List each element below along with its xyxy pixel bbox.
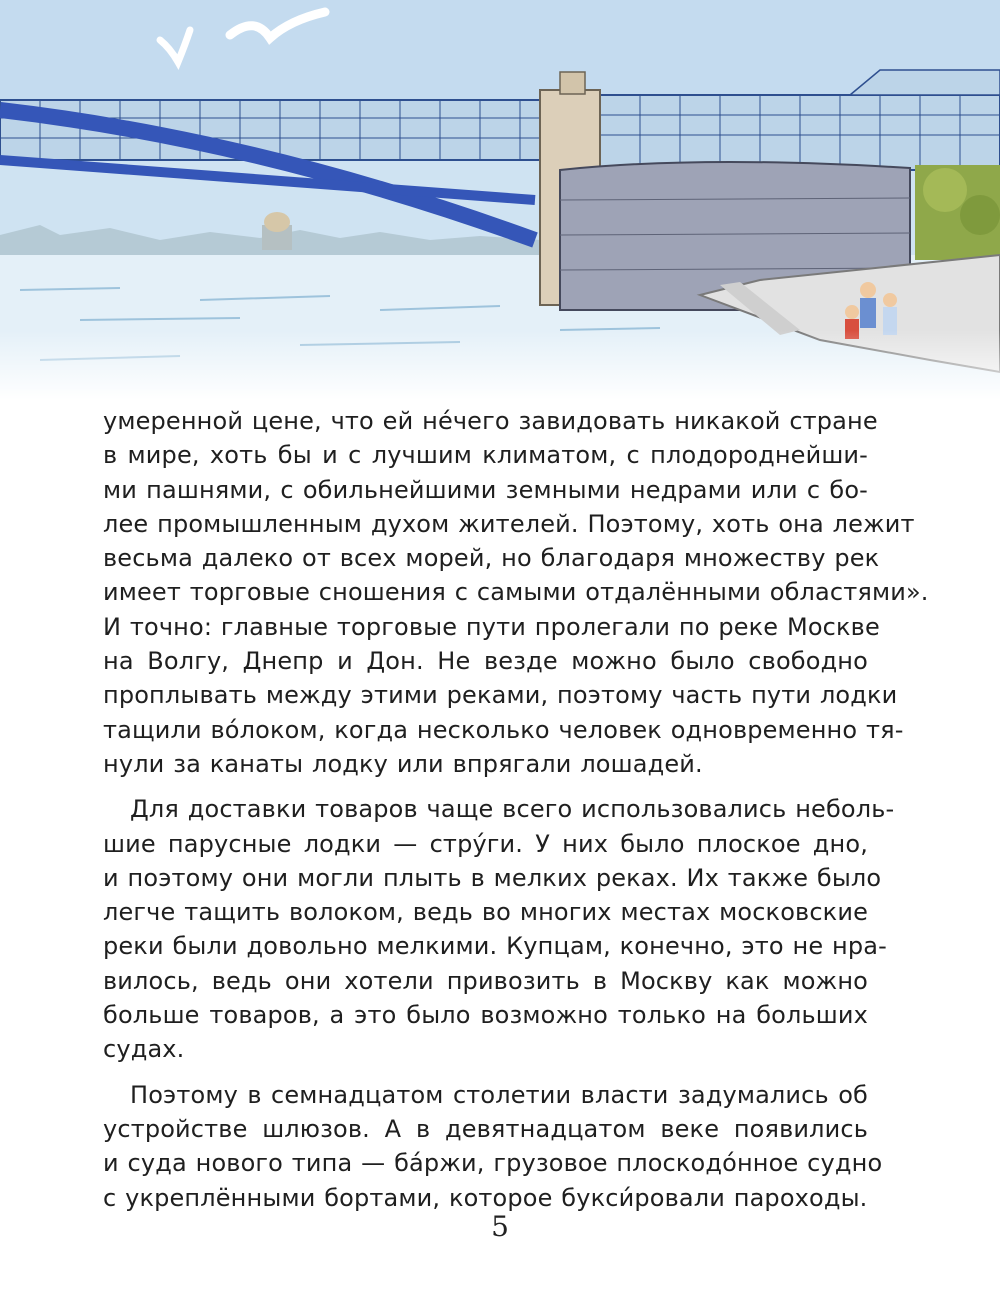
paragraph [103, 404, 929, 781]
text-line: умеренной цене, что ей не́чего завидовать никакой стране [103, 407, 878, 435]
body-text [103, 404, 929, 1215]
text-line: И точно: главные торговые пути пролегали по реке Москве [103, 612, 880, 641]
text-line: тащили во́локом, когда несколько человек одновременно тя- [103, 715, 904, 744]
text-line: судах. [103, 1035, 185, 1064]
text-line: на Волгу, Днепр и Дон. Не везде можно было свободно [103, 647, 868, 676]
text-line: шие парусные лодки — стру́ги. У них было плоское дно, [103, 829, 868, 858]
text-line: имеет торговые сношения с самыми отдалёнными областями». [103, 578, 929, 607]
text-line: устройстве шлюзов. А в девятнадцатом веке появились [103, 1114, 868, 1143]
page-number: 5 [491, 1210, 509, 1243]
text-line: больше товаров, а это было возможно только на больших [103, 1001, 868, 1030]
text-line: весьма далеко от всех морей, но благодаря множеству рек [103, 544, 880, 573]
text-line: и суда нового типа — ба́ржи, грузовое плоскодо́нное судно [103, 1149, 883, 1178]
text-line: и поэтому они могли плыть в мелких реках. Их также было [103, 863, 882, 892]
text-line: лее промышленным духом жителей. Поэтому, хоть она лежит [103, 509, 915, 538]
bridge-illustration [0, 0, 1000, 400]
paragraph [103, 1078, 883, 1215]
text-line: Поэтому в семнадцатом столетии власти задумались об [130, 1080, 868, 1109]
text-line: Для доставки товаров чаще всего использовались неболь- [130, 795, 895, 824]
text-line: с укреплёнными бортами, которое букси́ровали пароходы. [103, 1183, 868, 1212]
text-line: реки были довольно мелкими. Купцам, конечно, это не нра- [103, 932, 887, 961]
text-line: нули за канаты лодку или впрягали лошадей. [103, 749, 703, 778]
text-line: легче тащить волоком, ведь во многих местах московские [103, 898, 868, 927]
text-line: проплывать между этими реками, поэтому часть пути лодки [103, 681, 898, 710]
cathedral-dome [264, 212, 290, 232]
text-line: вилось, ведь они хотели привозить в Москву как можно [103, 966, 868, 995]
text-line: ми пашнями, с обильнейшими земными недрами или с бо- [103, 475, 868, 504]
paragraph [103, 792, 895, 1066]
text-line: в мире, хоть бы и с лучшим климатом, с плодороднейши- [103, 441, 868, 470]
